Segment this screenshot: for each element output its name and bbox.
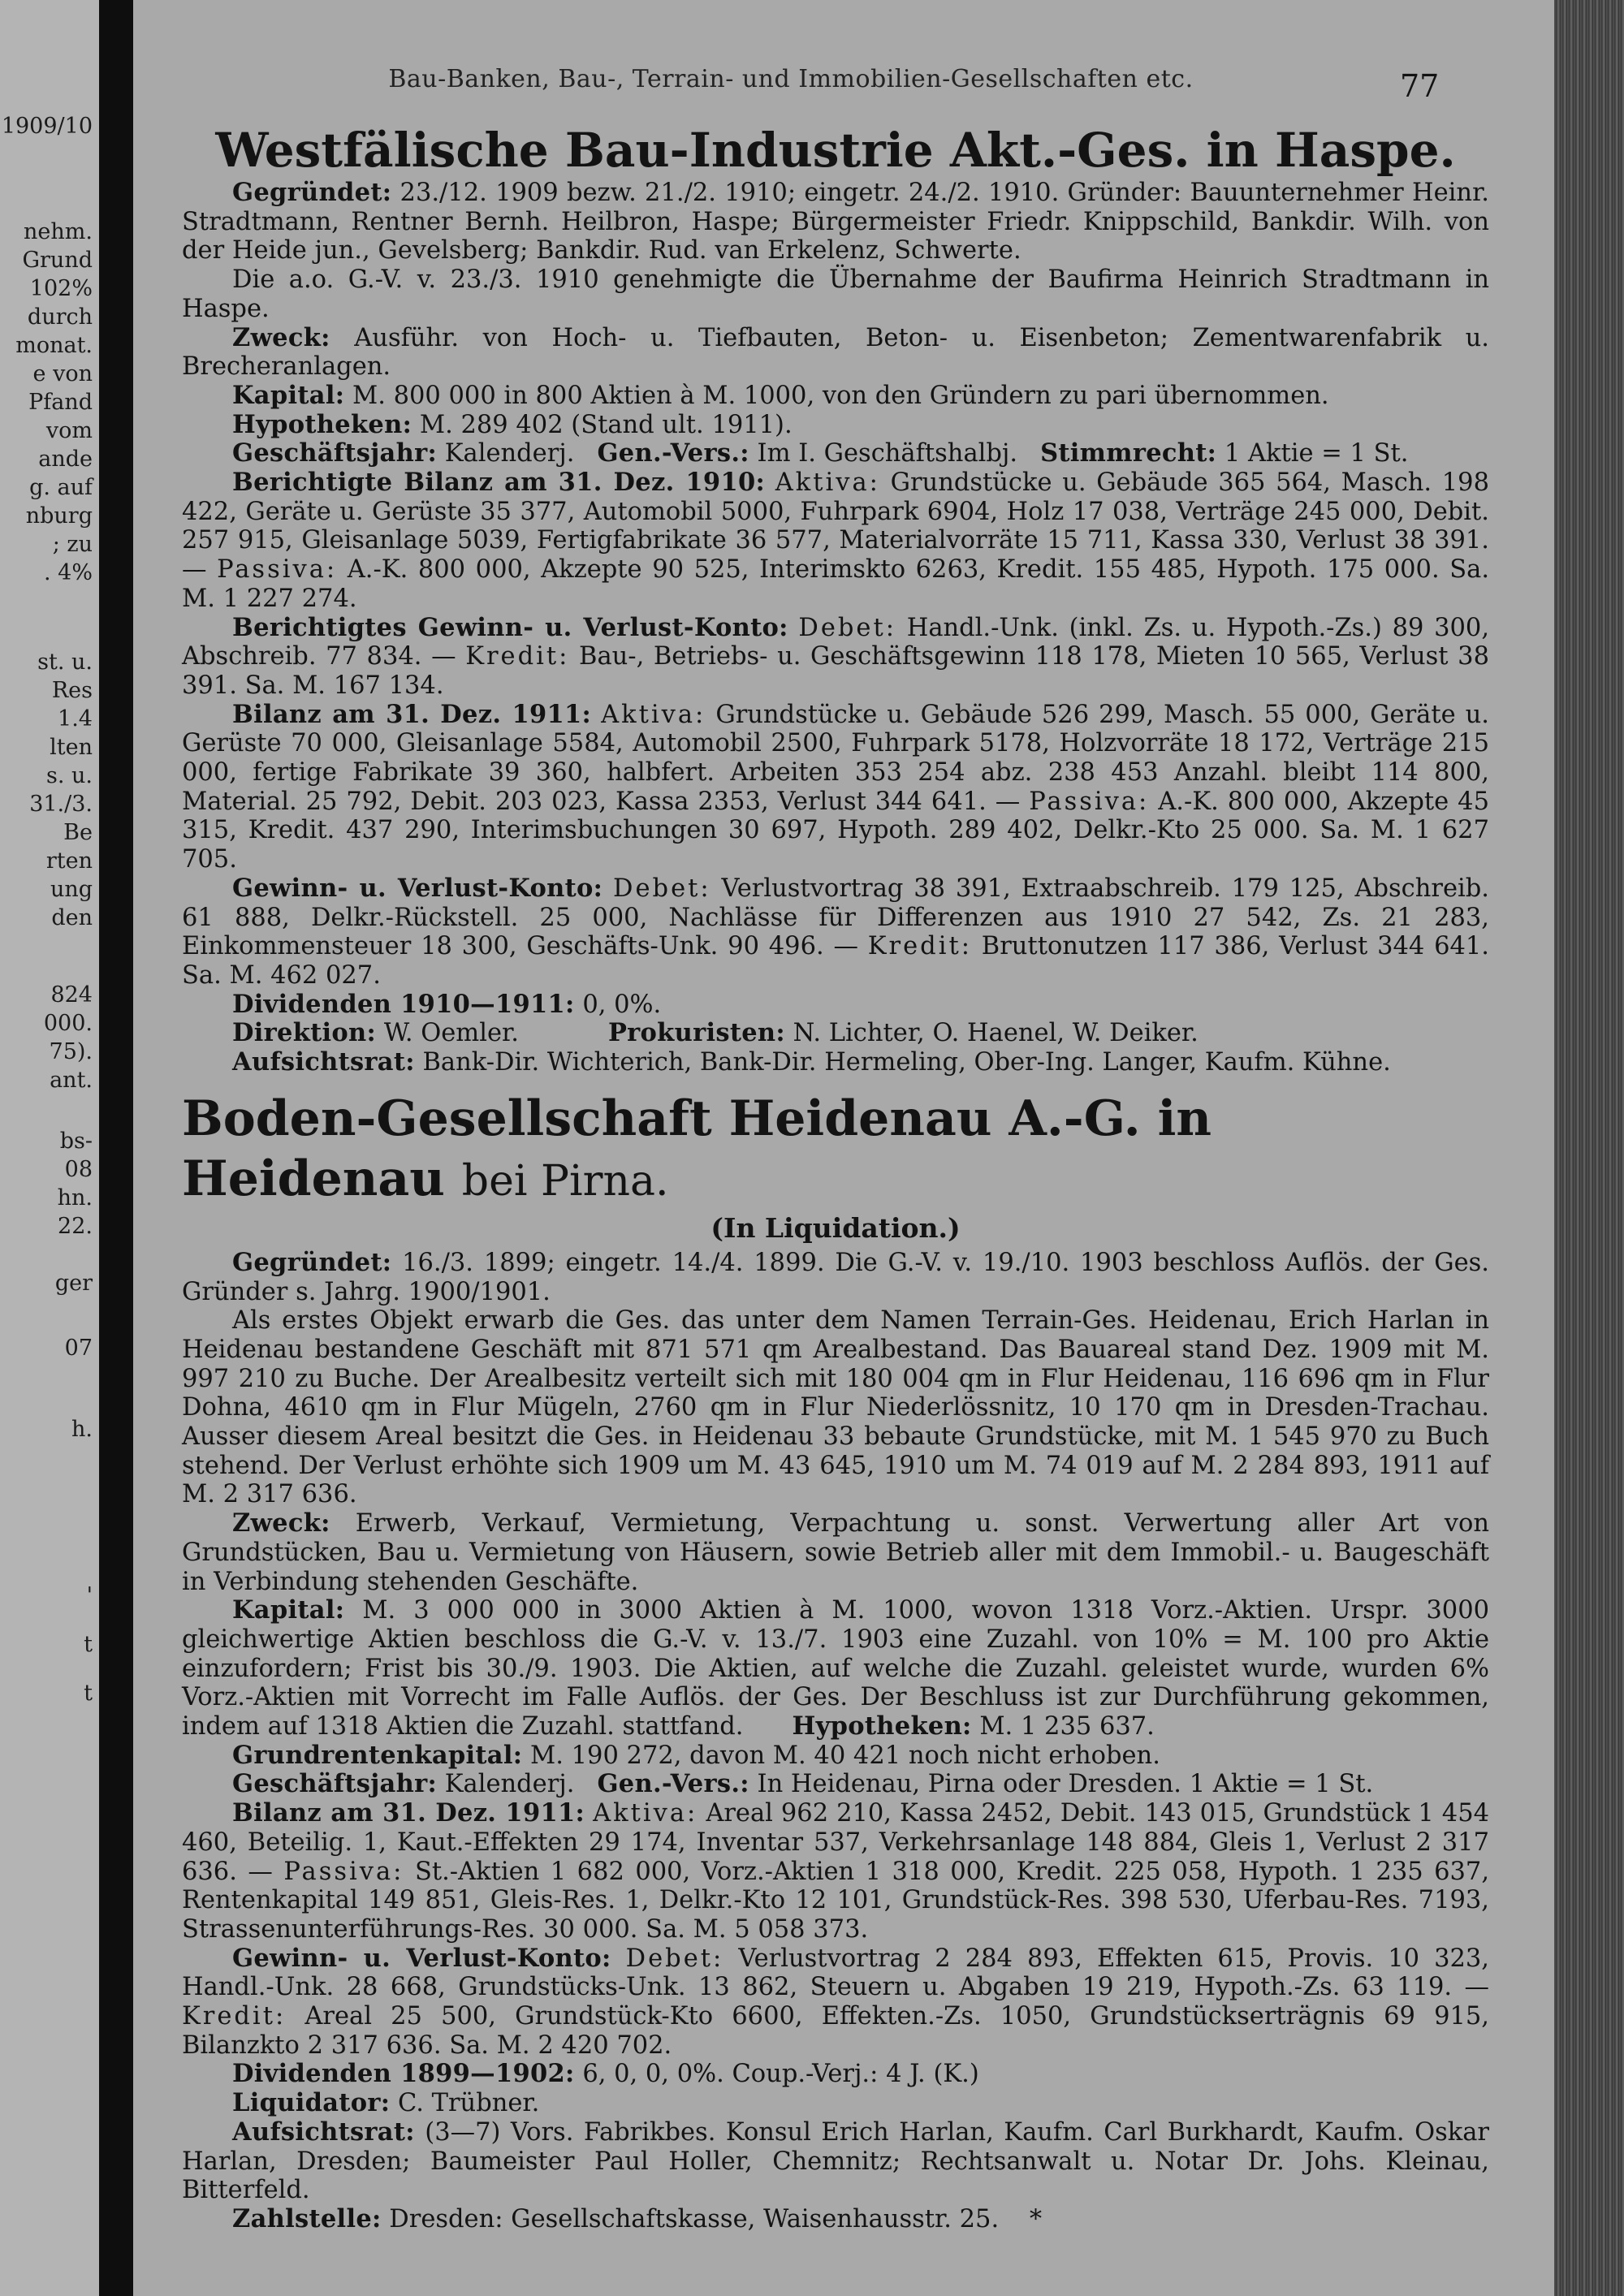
entry-label: Gegründet:: [232, 178, 392, 207]
zahlstelle-entry: [182, 2205, 1489, 2234]
dividenden-entry: [182, 990, 1489, 1020]
left-page-text-fragment: 22.: [58, 1214, 93, 1239]
article-title: Westfälische Bau-Industrie Akt.-Ges. in Haspe.: [215, 123, 1456, 178]
entry-text: Kalenderj.: [444, 439, 575, 468]
entry-text: Bau-, Betriebs- u. Geschäftsgewinn 118 178, Mieten 10 565, Verlust 38 391. Sa. M. 167 134.: [182, 642, 1489, 700]
geschaeftsjahr-entry: [182, 439, 1489, 468]
entry-text: N. Lichter, O. Haenel, W. Deiker.: [793, 1019, 1199, 1048]
gegruendet-entry: [182, 1249, 1489, 1306]
left-page-text-fragment: e von: [32, 361, 93, 386]
article-title-main: Boden-Gesellschaft Heidenau A.-G. in Heidenau: [182, 1090, 1212, 1207]
left-page-text-fragment: ung: [50, 877, 93, 902]
entry-text: M. 289 402 (Stand ult. 1911).: [419, 410, 793, 439]
article-boden-gesellschaft-heidenau: [182, 1089, 1489, 2234]
article-title-suffix: bei Pirna.: [461, 1156, 669, 1206]
entry-text: Ausführ. von Hoch- u. Tiefbauten, Beton- u. Eisenbeton; Zementwarenfabrik u. Brecheranlagen.: [182, 323, 1490, 382]
entry-text: Verlustvortrag 2 284 893, Effekten 615, Provis. 10 323, Handl.-Unk. 28 668, Grundstücks-Unk. 13 862, Steuern u. Abgaben 19 219, Hypoth.-Zs. 63 119. —: [182, 1944, 1490, 2002]
entry-text: Grundstücke u. Gebäude 365 564, Masch. 198 422, Geräte u. Gerüste 35 377, Automobil 5000, Fuhrpark 6904, Holz 17 038, Verträge 245 000, Debit. 257 915, Gleisanlage 5039, Fertigfabrikate 36 577, Materialvorräte 15 711, Kassa 330, Verlust 38 391. —: [182, 468, 1489, 585]
left-page-text-fragment: ': [86, 1583, 93, 1608]
entry-label: Geschäftsjahr:: [232, 1769, 438, 1799]
entry-label: Gen.-Vers.:: [597, 438, 749, 468]
entry-label: Zweck:: [232, 322, 330, 352]
page-number: 77: [1400, 68, 1440, 104]
entry-label: Hypotheken:: [792, 1711, 972, 1741]
entry-text: M. 800 000 in 800 Aktien à M. 1000, von den Gründern zu pari übernommen.: [352, 381, 1329, 410]
bilanz-entry: [182, 1799, 1489, 1944]
left-page-text-fragment: Grund: [22, 248, 93, 273]
entry-label: Liquidator:: [232, 2088, 391, 2118]
passiva-label: Passiva:: [1029, 787, 1150, 816]
aufsichtsrat-entry: [182, 2118, 1489, 2205]
grundrentenkapital-entry: [182, 1741, 1489, 1771]
left-page-text-fragment: 000.: [43, 1011, 93, 1036]
left-page-text-fragment: ant.: [50, 1068, 93, 1093]
left-page-text-fragment: lten: [50, 735, 93, 760]
left-page-text-fragment: 824: [50, 982, 93, 1008]
entry-text: Dresden: Gesellschaftskasse, Waisenhausstr. 25.: [389, 2205, 1000, 2233]
left-page-text-fragment: vom: [45, 418, 93, 443]
debet-label: Debet:: [625, 1944, 724, 1973]
left-page-text-fragment: 75).: [49, 1039, 93, 1064]
left-page-text-fragment: Be: [63, 820, 93, 845]
entry-label: Grundrentenkapital:: [232, 1740, 523, 1770]
kredit-label: Kredit:: [465, 642, 570, 671]
kapital-entry: [182, 382, 1489, 411]
bilanz-entry: [182, 701, 1489, 874]
entry-label: Aufsichtsrat:: [232, 1047, 415, 1077]
left-page-text-fragment: hn.: [57, 1185, 93, 1211]
entry-text: 23./12. 1909 bezw. 21./2. 1910; eingetr. 24./2. 1910. Gründer: Bauunternehmer Heinr. Stradtmann, Rentner Bernh. Heilbron, Haspe; Bürgermeister Friedr. Knippschild, Bankdir. Wilh. von der Heide jun., Gevelsberg; Bankdir. Rud. van Erkelenz, Schwerte.: [182, 179, 1489, 265]
book-page: [133, 0, 1554, 2296]
debet-label: Debet:: [798, 613, 897, 642]
kredit-label: Kredit:: [867, 932, 972, 961]
zweck-entry: [182, 324, 1489, 382]
left-page-text-fragment: ande: [38, 447, 93, 472]
entry-label: Berichtigtes Gewinn- u. Verlust-Konto:: [232, 612, 788, 642]
left-page-fragment: [0, 0, 99, 2296]
entry-text: Verlustvortrag 38 391, Extraabschreib. 179 125, Abschreib. 61 888, Delkr.-Rückstell. 25 000, Nachlässe für Differenzen aus 1910 27 542, Zs. 21 283, Einkommensteuer 18 300, Geschäfts-Unk. 90 496. —: [182, 874, 1489, 961]
entry-label: Berichtigte Bilanz am 31. Dez. 1910:: [232, 468, 766, 498]
kapital-entry: [182, 1596, 1489, 1741]
passiva-label: Passiva:: [283, 1857, 404, 1886]
left-page-text-fragment: nburg: [25, 503, 93, 529]
entry-label: Direktion:: [232, 1018, 377, 1048]
book-gutter: [99, 0, 133, 2296]
left-page-text-fragment: nehm.: [24, 219, 93, 244]
entry-text: A.-K. 800 000, Akzepte 45 315, Kredit. 437 290, Interimsbuchungen 30 697, Hypoth. 289 402, Delkr.-Kto 25 000. Sa. M. 1 627 705.: [182, 787, 1489, 874]
page-edge-stack: [1554, 0, 1624, 2296]
left-page-text-fragment: monat.: [15, 333, 93, 358]
entry-label: Gen.-Vers.:: [597, 1769, 749, 1799]
entry-text: In Heidenau, Pirna oder Dresden. 1 Aktie = 1 St.: [757, 1770, 1374, 1799]
guv-entry: [182, 1944, 1489, 2061]
entry-text: Handl.-Unk. (inkl. Zs. u. Hypoth.-Zs.) 89 300, Abschreib. 77 834. —: [182, 613, 1490, 671]
page-content: [182, 122, 1489, 2234]
entry-label: Dividenden 1910—1911:: [232, 989, 575, 1019]
geschaeftsjahr-entry: [182, 1770, 1489, 1799]
entry-text: M. 190 272, davon M. 40 421 noch nicht erhoben.: [530, 1741, 1160, 1770]
entry-label: Gegründet:: [232, 1247, 392, 1277]
entry-text: Bank-Dir. Wichterich, Bank-Dir. Hermeling, Ober-Ing. Langer, Kaufm. Kühne.: [422, 1048, 1391, 1077]
debet-label: Debet:: [613, 874, 711, 903]
entry-text: Kalenderj.: [444, 1770, 575, 1799]
passiva-label: Passiva:: [217, 555, 338, 585]
left-page-text-fragment: 102%: [29, 276, 93, 301]
left-page-text-fragment: 07: [64, 1336, 93, 1361]
entry-label: Zweck:: [232, 1508, 330, 1539]
article-subtitle: (In Liquidation.): [710, 1211, 961, 1244]
entry-text: Im I. Geschäftshalbj.: [757, 439, 1018, 468]
dividenden-entry: [182, 2060, 1489, 2089]
left-page-text-fragment: ; zu: [52, 532, 93, 557]
left-page-text-fragment: Res: [51, 678, 93, 703]
entry-text: M. 3 000 000 in 3000 Aktien à M. 1000, wovon 1318 Vorz.-Aktien. Urspr. 3000 gleichwertige Aktien beschloss die G.-V. v. 13./7. 1903 eine Zuzahl. von 10% = M. 100 pro Aktie einzufordern; Frist bis 30./9. 1903. Die Aktien, auf welche die Zuzahl. geleistet wurde, wurden 6% Vorz.-Aktien mit Vorrecht im Falle Auflös. der Ges. Der Beschluss ist zur Durchführung gekommen, indem auf 1318 Aktien die Zuzahl. stattfand.: [182, 1596, 1490, 1741]
entry-text: C. Trübner.: [397, 2089, 540, 2118]
entry-text: Areal 25 500, Grundstück-Kto 6600, Effekten.-Zs. 1050, Grundstückserträgnis 69 915, Bilanzkto 2 317 636. Sa. M. 2 420 702.: [182, 2002, 1489, 2060]
left-page-text-fragment: g. auf: [29, 475, 93, 500]
entry-text: A.-K. 800 000, Akzepte 90 525, Interimskto 6263, Kredit. 155 485, Hypoth. 175 000. Sa. M. 1 227 274.: [182, 555, 1490, 613]
entry-text: Areal 962 210, Kassa 2452, Debit. 143 015, Grundstück 1 454 460, Beteilig. 1, Kaut.-Effekten 29 174, Inventar 537, Verkehrsanlage 148 884, Gleis 1, Verlust 2 317 636. —: [182, 1799, 1490, 1886]
left-page-text-fragment: 31./3.: [29, 792, 93, 817]
entry-text: M. 1 235 637.: [979, 1712, 1155, 1741]
entry-text: W. Oemler.: [383, 1019, 519, 1048]
kredit-label: Kredit:: [182, 2002, 287, 2031]
history-entry: Als erstes Objekt erwarb die Ges. das unter dem Namen Terrain-Ges. Heidenau, Erich Harlan in Heidenau bestandene Geschäft mit 871 571 qm Arealbestand. Das Bauareal stand Dez. 1909 mit M. 997 210 zu Buche. Der Arealbesitz verteilt sich mit 180 004 qm in Flur Heidenau, 116 696 qm in Flur Dohna, 4610 qm in Flur Mügeln, 2760 qm in Flur Niederlössnitz, 10 170 qm in Dresden-Trachau. Ausser diesem Areal besitzt die Ges. in Heidenau 33 bebaute Grundstücke, mit M. 1 545 970 zu Buch stehend. Der Verlust erhöhte sich 1909 um M. 43 645, 1910 um M. 74 019 auf M. 2 284 893, 1911 auf M. 2 317 636.: [182, 1306, 1489, 1509]
left-page-text-fragment: t: [84, 1681, 93, 1706]
entry-text: Erwerb, Verkauf, Vermietung, Verpachtung u. sonst. Verwertung aller Art von Grundstücken, Bau u. Vermietung von Häusern, sowie Betrieb aller mit dem Immobil.- u. Baugeschäft in Verbindung stehenden Geschäfte.: [182, 1509, 1489, 1596]
entry-label: Prokuristen:: [607, 1018, 785, 1048]
left-page-text-fragment: st. u.: [37, 650, 93, 675]
entry-label: Zahlstelle:: [232, 2204, 382, 2233]
left-page-text-fragment: 1909/10: [1, 114, 93, 139]
entry-label: Dividenden 1899—1902:: [232, 2059, 575, 2089]
left-page-text-fragment: . 4%: [44, 560, 93, 585]
entry-label: Geschäftsjahr:: [232, 438, 438, 468]
entry-label: Hypotheken:: [232, 409, 412, 439]
aktiva-label: Aktiva:: [775, 468, 880, 498]
aktiva-label: Aktiva:: [601, 700, 706, 729]
aktiva-label: Aktiva:: [593, 1799, 698, 1828]
entry-label: Aufsichtsrat:: [232, 2117, 415, 2147]
direktion-entry: [182, 1019, 1489, 1048]
left-page-text-fragment: Pfand: [28, 390, 93, 415]
left-page-text-fragment: rten: [45, 848, 93, 874]
end-mark: *: [1029, 2205, 1043, 2233]
entry-text: St.-Aktien 1 682 000, Vorz.-Aktien 1 318 000, Kredit. 225 058, Hypoth. 1 235 637, Rentenkapital 149 851, Gleis-Res. 1, Delkr.-Kto 12 101, Grundstück-Res. 398 530, Uferbau-Res. 7193, Strassenunterführungs-Res. 30 000. Sa. M. 5 058 373.: [182, 1857, 1490, 1944]
left-page-text-fragment: s. u.: [46, 763, 93, 788]
entry-label: Bilanz am 31. Dez. 1911:: [232, 1798, 585, 1828]
berichtigtes-guv-entry: [182, 614, 1489, 701]
entry-text: 16./3. 1899; eingetr. 14./4. 1899. Die G.-V. v. 19./10. 1903 beschloss Auflös. der Ges. Gründer s. Jahrg. 1900/1901.: [182, 1248, 1489, 1306]
left-page-text-fragment: bs-: [59, 1129, 93, 1154]
entry-label: Gewinn- u. Verlust-Konto:: [232, 1943, 611, 1973]
entry-label: Kapital:: [232, 1595, 345, 1625]
article-westfaelische-bau-industrie: [182, 122, 1489, 1077]
entry-text: (3—7) Vors. Fabrikbes. Konsul Erich Harlan, Kaufm. Carl Burkhardt, Kaufm. Oskar Harlan, Dresden; Baumeister Paul Holler, Chemnitz; Rechtsanwalt u. Notar Dr. Johs. Kleinau, Bitterfeld.: [182, 2117, 1489, 2205]
article-title: [182, 1089, 1489, 1211]
entry-label: Kapital:: [232, 380, 345, 410]
left-page-text-fragment: 08: [64, 1157, 93, 1182]
left-page-text-fragment: durch: [27, 304, 93, 330]
left-page-text-fragment: h.: [71, 1417, 93, 1442]
entry-label: Stimmrecht:: [1040, 438, 1217, 468]
left-page-text-fragment: den: [51, 905, 93, 930]
hypotheken-entry: [182, 411, 1489, 440]
entry-label: Bilanz am 31. Dez. 1911:: [232, 699, 592, 729]
running-header: Bau-Banken, Bau-, Terrain- und Immobilien-Gesellschaften etc.: [388, 65, 1194, 93]
gv-entry: Die a.o. G.-V. v. 23./3. 1910 genehmigte die Übernahme der Baufirma Heinrich Stradtmann in Haspe.: [182, 265, 1489, 323]
gegruendet-entry: [182, 179, 1489, 265]
liquidator-entry: [182, 2089, 1489, 2118]
entry-text: Grundstücke u. Gebäude 526 299, Masch. 55 000, Geräte u. Gerüste 70 000, Gleisanlage 5584, Automobil 2500, Fuhrpark 5178, Holzvorräte 18 172, Verträge 215 000, fertige Fabrikate 39 360, halbfert. Arbeiten 353 254 abz. 238 453 Anzahl. bleibt 114 800, Material. 25 792, Debit. 203 023, Kassa 2353, Verlust 344 641. —: [182, 700, 1489, 816]
berichtigte-bilanz-entry: [182, 468, 1489, 614]
entry-text: 1 Aktie = 1 St.: [1224, 439, 1409, 468]
entry-label: Gewinn- u. Verlust-Konto:: [232, 873, 603, 903]
aufsichtsrat-entry: [182, 1048, 1489, 1077]
entry-text: Bruttonutzen 117 386, Verlust 344 641. Sa. M. 462 027.: [182, 932, 1489, 990]
entry-text: 6, 0, 0, 0%. Coup.-Verj.: 4 J. (K.): [582, 2060, 979, 2089]
left-page-text-fragment: 1.4: [58, 706, 93, 732]
left-page-text-fragment: ger: [54, 1271, 93, 1296]
entry-text: 0, 0%.: [582, 990, 662, 1019]
guv-entry: [182, 874, 1489, 990]
left-page-text-fragment: t: [84, 1632, 93, 1657]
zweck-entry: [182, 1509, 1489, 1596]
